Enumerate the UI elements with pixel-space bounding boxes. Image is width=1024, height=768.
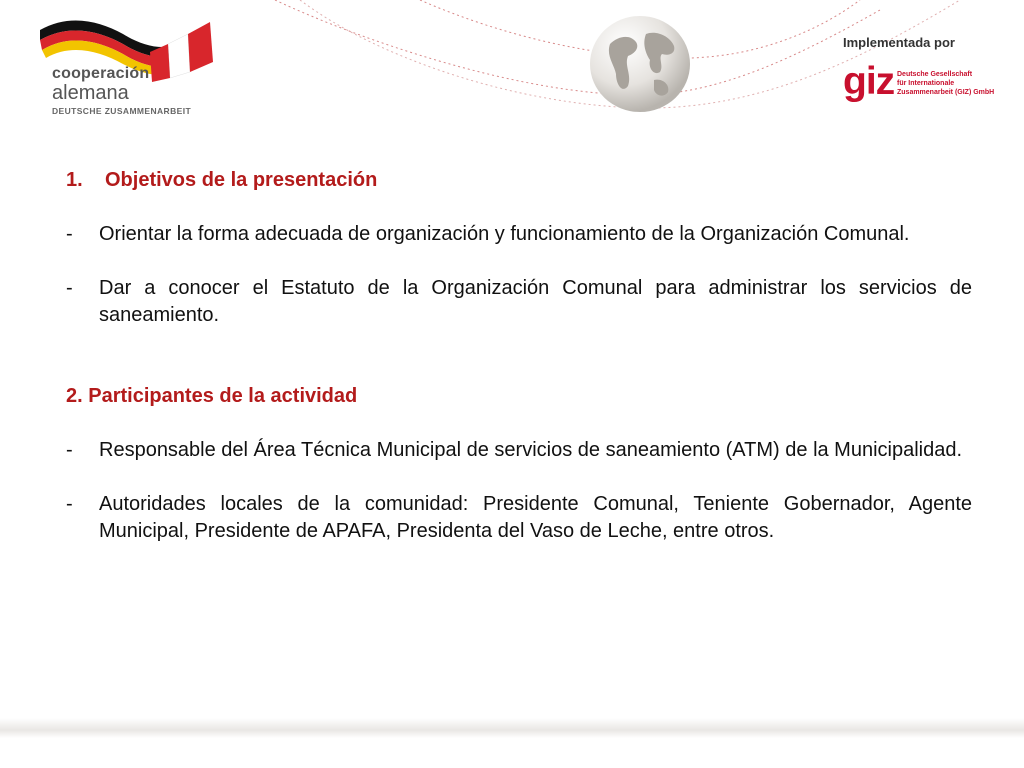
cooperacion-alemana-logo <box>52 66 191 116</box>
logo-line-cooperacion: cooperación <box>52 65 150 82</box>
bullet-text: Responsable del Área Técnica Municipal de servicios de saneamiento (ATM) de la Municipalidad. <box>99 439 963 461</box>
logo-line-alemana: alemana <box>52 82 129 104</box>
bullet-text: Orientar la forma adecuada de organización y funcionamiento de la Organización Comunal. <box>99 223 910 245</box>
giz-logo: giz <box>843 60 895 103</box>
section-number: 1. <box>66 169 83 191</box>
bullet-dash: - <box>66 277 73 299</box>
participante-bullet-2 <box>66 491 972 545</box>
giz-full-name <box>897 70 994 97</box>
implemented-by-label: Implementada por <box>843 35 955 50</box>
section-participantes-title: 2. Participantes de la actividad <box>66 385 358 407</box>
participante-bullet-1 <box>66 437 972 464</box>
objetivo-bullet-2 <box>66 275 972 329</box>
giz-name-line1: Deutsche Gesellschaft <box>897 71 973 78</box>
bullet-dash: - <box>66 493 73 515</box>
bullet-dash: - <box>66 439 73 461</box>
bullet-text: Dar a conocer el Estatuto de la Organización Comunal para administrar los servicios de saneamiento. <box>99 277 972 326</box>
giz-name-line2: für Internationale <box>897 80 955 87</box>
objetivo-bullet-1 <box>66 221 972 248</box>
bullet-dash: - <box>66 223 73 245</box>
giz-name-line3: Zusammenarbeit (GIZ) GmbH <box>897 89 995 96</box>
slide-content <box>66 166 972 572</box>
section-title-text: Objetivos de la presentación <box>105 169 378 191</box>
footer-band <box>0 718 1024 738</box>
globe-icon <box>588 14 692 114</box>
bullet-text: Autoridades locales de la comunidad: Presidente Comunal, Teniente Gobernador, Agente Municipal, Presidente de APAFA, Presidenta del Vaso de Leche, entre otros. <box>99 493 972 542</box>
logo-line-deutsche: DEUTSCHE ZUSAMMENARBEIT <box>52 106 192 116</box>
section-objetivos-title <box>66 166 972 194</box>
